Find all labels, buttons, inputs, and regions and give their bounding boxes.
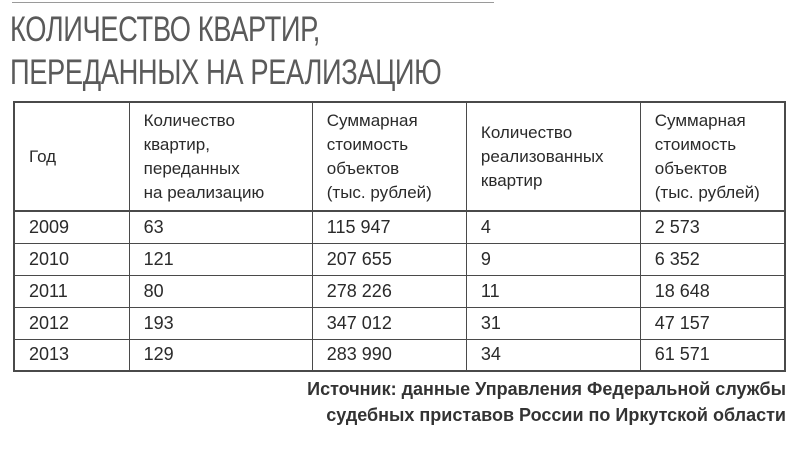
cell-flats-transferred: 80 (129, 275, 312, 307)
cell-year: 2012 (14, 307, 129, 339)
cell-flats-sold: 31 (466, 307, 640, 339)
table-row (14, 339, 785, 371)
cell-flats-transferred: 63 (129, 211, 312, 243)
cell-value-transferred: 278 226 (312, 275, 466, 307)
cell-flats-sold: 11 (466, 275, 640, 307)
header-flats-sold: Количество реализованных квартир (466, 102, 640, 211)
table-header (14, 102, 785, 211)
header-year: Год (14, 102, 129, 211)
table-row (14, 275, 785, 307)
cell-value-transferred: 207 655 (312, 243, 466, 275)
title-line-2: ПЕРЕДАННЫХ НА РЕАЛИЗАЦИЮ (10, 53, 442, 92)
title-line-1: КОЛИЧЕСТВО КВАРТИР, (10, 10, 321, 49)
top-rule (12, 2, 494, 3)
cell-year: 2010 (14, 243, 129, 275)
cell-value-sold: 18 648 (640, 275, 785, 307)
cell-value-transferred: 115 947 (312, 211, 466, 243)
cell-flats-sold: 34 (466, 339, 640, 371)
header-flats-transferred: Количество квартир, переданных на реализацию (129, 102, 312, 211)
cell-year: 2011 (14, 275, 129, 307)
cell-value-transferred: 347 012 (312, 307, 466, 339)
cell-flats-sold: 9 (466, 243, 640, 275)
cell-value-sold: 6 352 (640, 243, 785, 275)
cell-flats-transferred: 121 (129, 243, 312, 275)
table-row (14, 243, 785, 275)
header-row (14, 102, 785, 211)
source-line-1: Источник: данные Управления Федеральной службы (307, 379, 786, 399)
table-body (14, 211, 785, 371)
cell-value-sold: 61 571 (640, 339, 785, 371)
cell-year: 2009 (14, 211, 129, 243)
source-note (307, 376, 786, 428)
table-row (14, 211, 785, 243)
table-row (14, 307, 785, 339)
data-table (13, 101, 786, 372)
cell-value-sold: 2 573 (640, 211, 785, 243)
header-value-sold: Суммарная стоимость объектов (тыс. рублей) (640, 102, 785, 211)
chart-title (10, 8, 441, 94)
cell-flats-transferred: 193 (129, 307, 312, 339)
cell-flats-transferred: 129 (129, 339, 312, 371)
source-line-2: судебных приставов России по Иркутской области (326, 405, 786, 425)
cell-value-transferred: 283 990 (312, 339, 466, 371)
cell-year: 2013 (14, 339, 129, 371)
cell-flats-sold: 4 (466, 211, 640, 243)
header-value-transferred: Суммарная стоимость объектов (тыс. рублей) (312, 102, 466, 211)
cell-value-sold: 47 157 (640, 307, 785, 339)
